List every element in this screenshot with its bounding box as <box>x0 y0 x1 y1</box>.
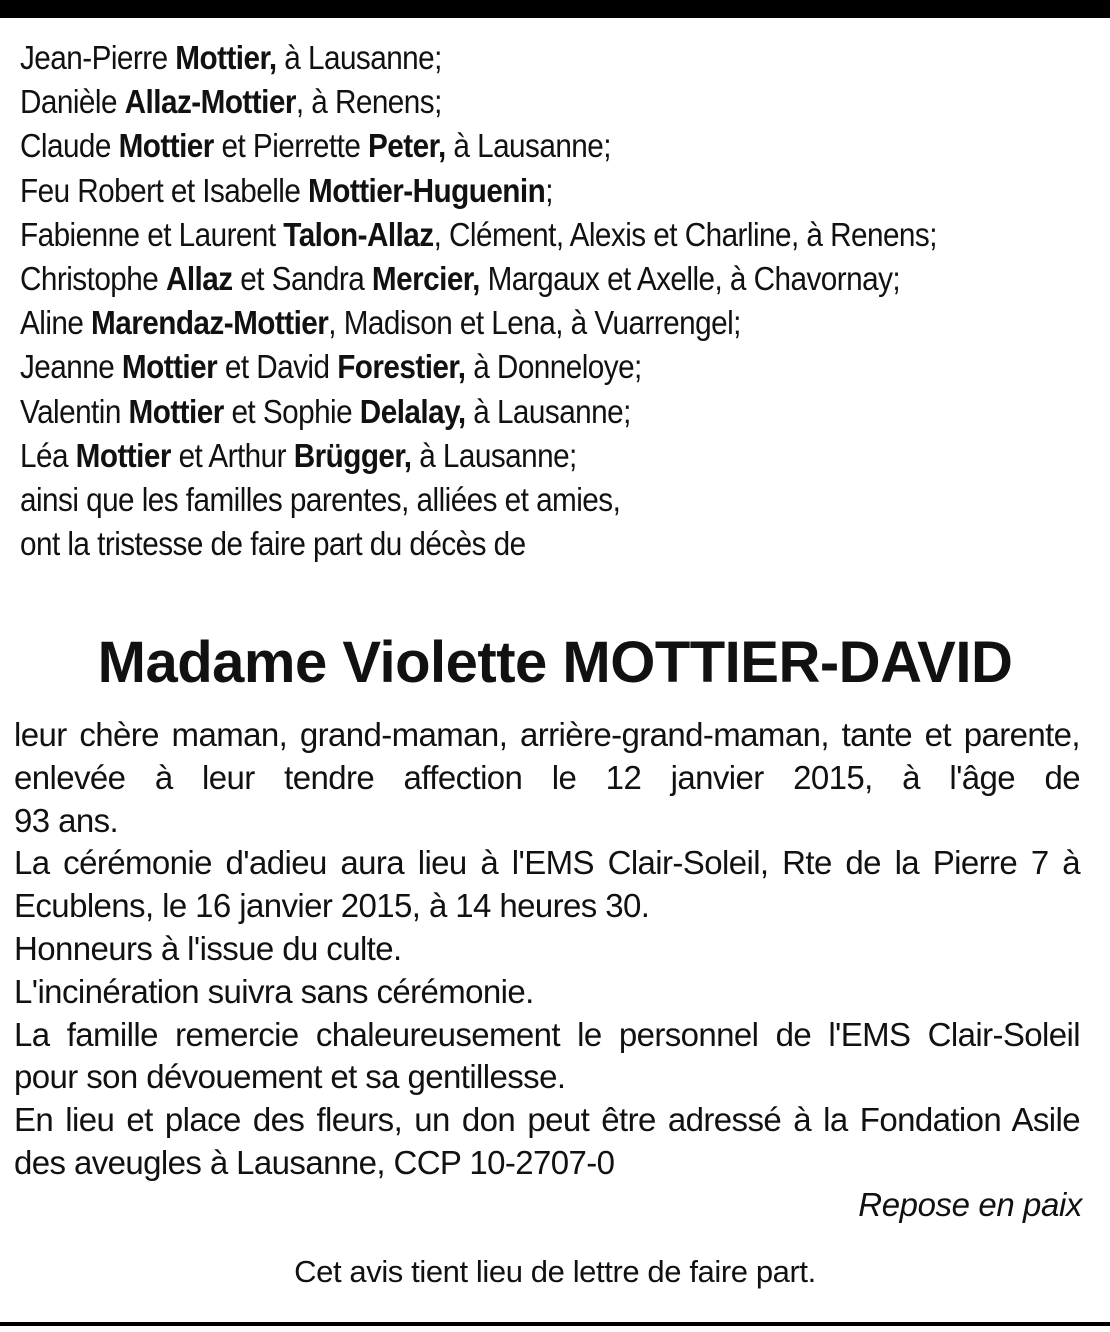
family-surname: Mottier <box>118 127 214 165</box>
family-text: à Lausanne; <box>411 436 577 474</box>
family-text: et David <box>217 348 338 386</box>
family-line <box>20 36 992 80</box>
family-text: Margaux et Axelle, à Chavornay; <box>479 260 901 298</box>
family-text: Aline <box>20 304 92 342</box>
family-text: ainsi que les familles parentes, alliées et amies, <box>20 481 621 519</box>
family-line <box>20 478 992 522</box>
family-surname: Mottier-Huguenin <box>308 171 546 209</box>
paragraph-last-line: Ecublens, le 16 janvier 2015, à 14 heures 30. <box>14 887 650 925</box>
family-text: à Lausanne; <box>276 39 442 76</box>
family-text: Jean-Pierre <box>20 39 176 76</box>
family-text: à Donneloye; <box>465 348 642 386</box>
paragraph-text: La cérémonie d'adieu aura lieu à l'EMS Clair-Soleil, Rte de la Pierre 7 à <box>14 844 1080 882</box>
family-text: Fabienne et Laurent <box>20 215 284 253</box>
paragraph-last-line: des aveugles à Lausanne, CCP 10-2707-0 <box>14 1143 615 1181</box>
family-surname: Allaz <box>165 260 233 298</box>
paragraph-text: La famille remercie chaleureusement le personnel de l'EMS Clair-Soleil <box>14 1015 1080 1053</box>
family-surname: Mottier <box>121 348 218 386</box>
family-text: et Pierrette <box>213 127 369 165</box>
family-surname: Peter, <box>368 127 446 165</box>
family-surname: Mercier, <box>371 260 480 298</box>
deceased-name: Madame Violette MOTTIER-DAVID <box>97 630 1013 695</box>
family-text: et Sandra <box>232 260 372 298</box>
family-line <box>20 80 992 124</box>
family-text: ; <box>545 171 553 209</box>
family-surname: Brügger, <box>293 436 412 474</box>
family-surname: Mottier <box>75 436 171 474</box>
family-text: Léa <box>20 436 76 474</box>
family-surname: Marendaz-Mottier <box>91 304 329 342</box>
family-line <box>20 124 992 168</box>
family-text: à Lausanne; <box>445 127 611 165</box>
family-list <box>20 36 992 566</box>
family-surname: Mottier <box>128 392 224 430</box>
family-text: Jeanne <box>20 348 122 386</box>
family-text: Danièle <box>20 83 125 121</box>
family-text: , Madison et Lena, à Vuarrengel; <box>328 304 741 342</box>
family-text: à Lausanne; <box>465 392 631 430</box>
bottom-border-rule <box>0 1322 1110 1326</box>
closing-phrase: Repose en paix <box>858 1186 1082 1223</box>
family-line <box>20 434 992 478</box>
paragraph-text: leur chère maman, grand-maman, arrière-grand-maman, tante et parente, enlevée à leur tendre affection le 12 janvier 2015, à l'âge de <box>14 716 1080 796</box>
family-text: et Sophie <box>223 392 360 430</box>
family-text: , à Renens; <box>295 83 442 121</box>
family-surname: Allaz-Mottier <box>124 83 296 121</box>
family-line <box>20 345 992 389</box>
family-surname: Delalay, <box>359 392 466 430</box>
family-text: , Clément, Alexis et Charline, à Renens; <box>433 215 937 253</box>
family-surname: Talon-Allaz <box>283 215 434 253</box>
family-surname: Forestier, <box>337 348 466 386</box>
family-text: ont la tristesse de faire part du décès de <box>20 525 526 563</box>
family-text: Claude <box>20 127 119 165</box>
paragraph-last-line: Honneurs à l'issue du culte. <box>14 929 402 967</box>
notice-line: Cet avis tient lieu de lettre de faire part. <box>294 1254 816 1289</box>
family-line <box>20 522 992 566</box>
family-text: et Arthur <box>170 436 294 474</box>
paragraph-text: En lieu et place des fleurs, un don peut être adressé à la Fondation Asile <box>14 1101 1080 1139</box>
paragraph-last-line: L'incinération suivra sans cérémonie. <box>14 972 534 1010</box>
family-line <box>20 301 992 345</box>
paragraph-last-line: pour son dévouement et sa gentillesse. <box>14 1058 566 1096</box>
family-line <box>20 213 992 257</box>
family-line <box>20 257 992 301</box>
family-line <box>20 169 992 213</box>
family-text: Valentin <box>20 392 129 430</box>
family-surname: Mottier, <box>175 39 277 76</box>
paragraph-last-line: 93 ans. <box>14 801 119 839</box>
top-border-rule <box>0 0 1110 18</box>
family-text: Christophe <box>20 260 166 298</box>
family-line <box>20 390 992 434</box>
announcement-body <box>14 714 1080 1185</box>
family-text: Feu Robert et Isabelle <box>20 171 309 209</box>
